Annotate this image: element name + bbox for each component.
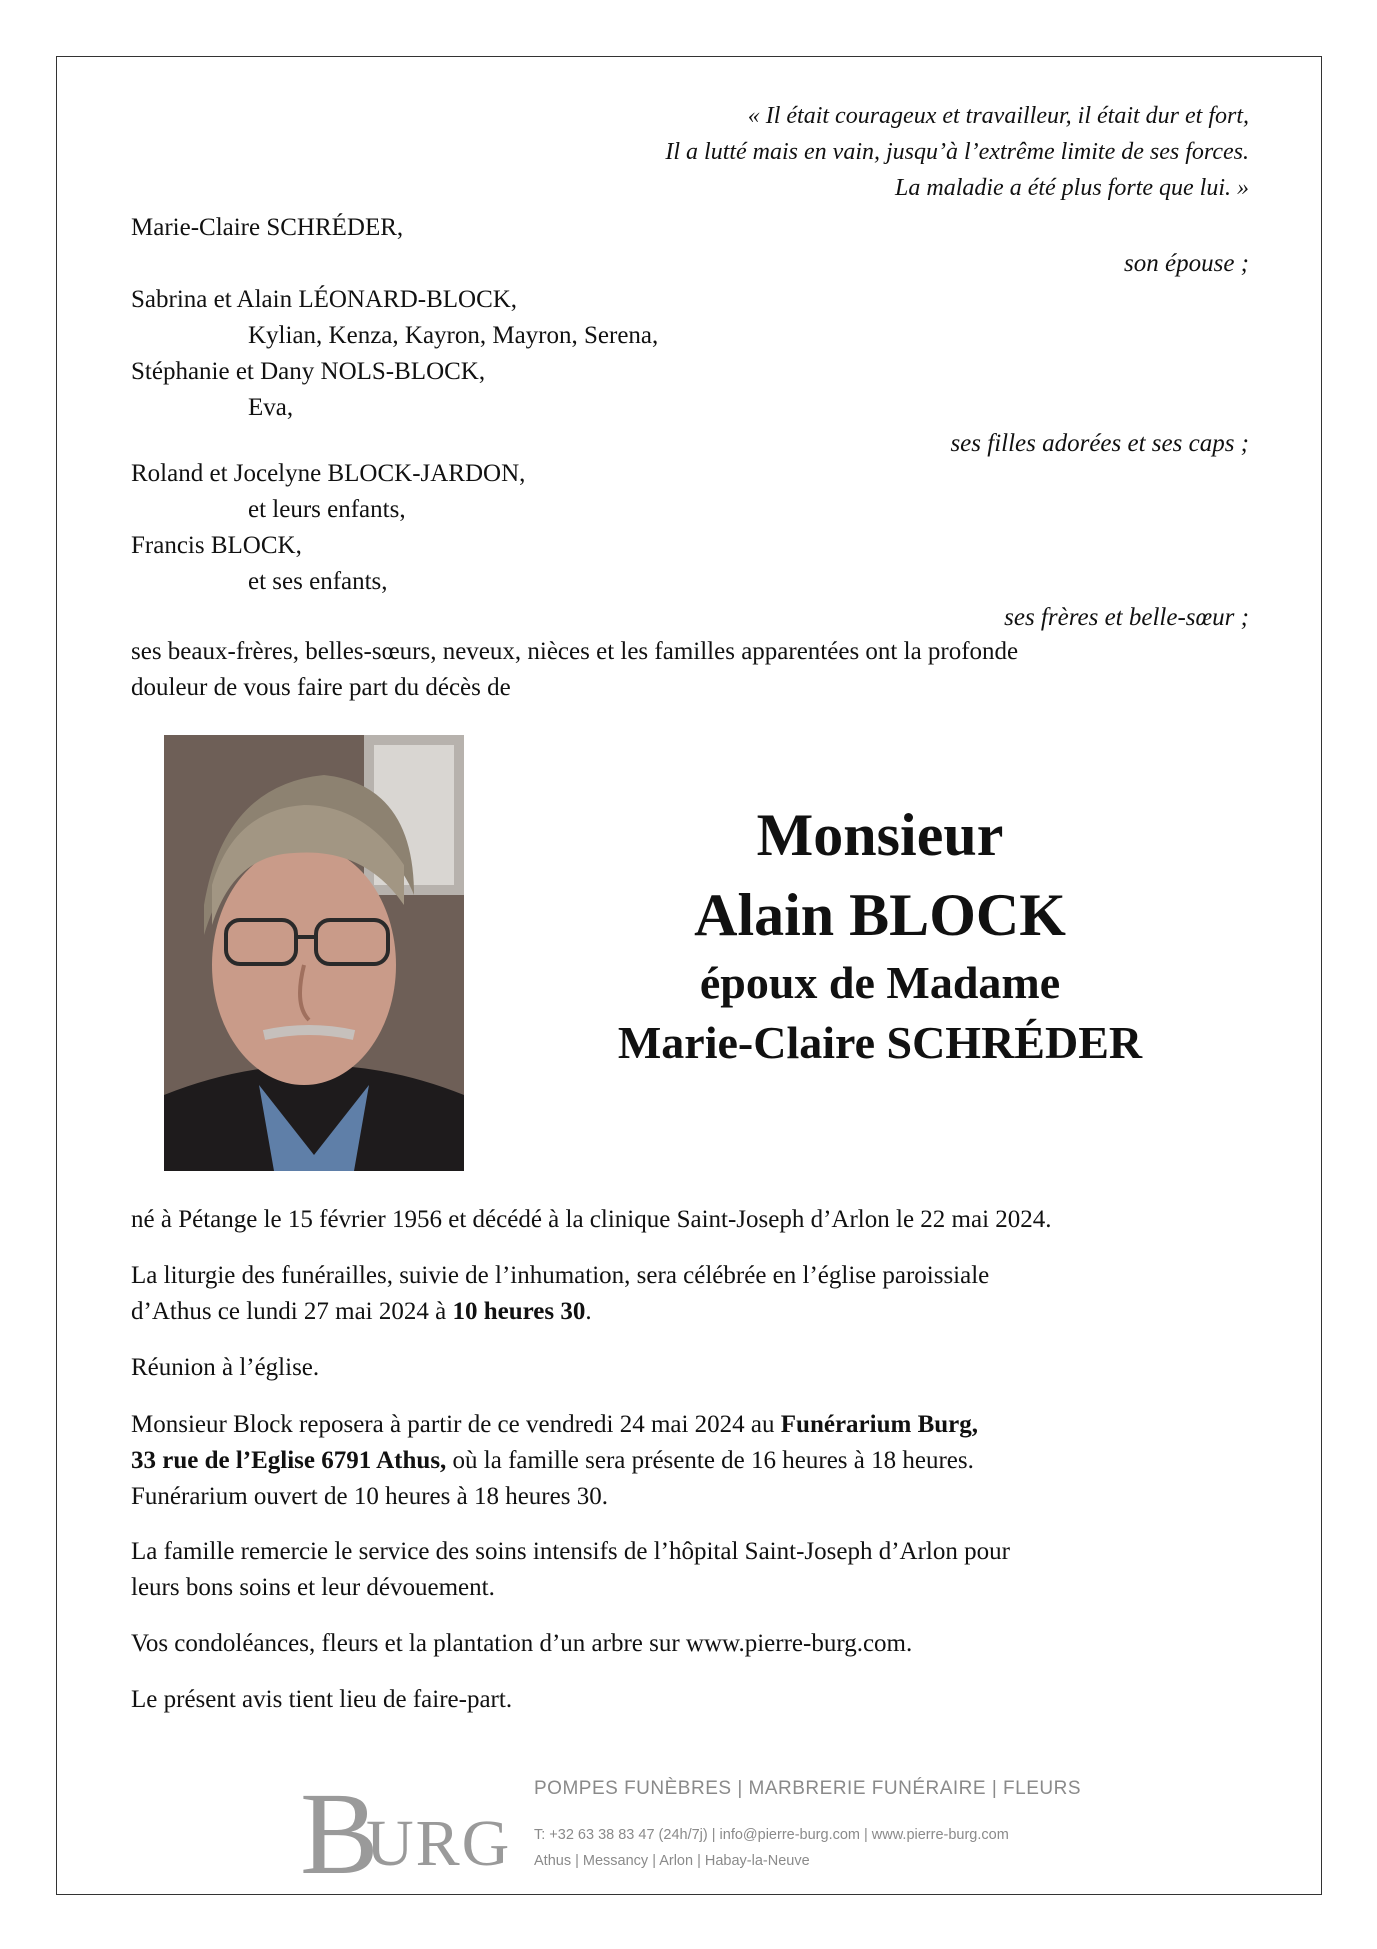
- condolences-note: Vos condoléances, fleurs et la plantation d’un arbre sur www.pierre-burg.com.: [131, 1630, 913, 1657]
- notice-note: Le présent avis tient lieu de faire-part.: [131, 1686, 513, 1713]
- meeting-note: Réunion à l’église.: [131, 1354, 320, 1381]
- footer-locations: Athus | Messancy | Arlon | Habay-la-Neuve: [534, 1853, 810, 1869]
- portrait-illustration: [164, 735, 464, 1171]
- announcement-line-2: douleur de vous faire part du décès de: [131, 674, 511, 701]
- quote-line-1: « Il était courageux et travailleur, il était dur et fort,: [747, 103, 1249, 129]
- liturgy-line-2: [131, 1294, 1251, 1330]
- thanks-paragraph: [131, 1534, 1251, 1606]
- quote-line-2: Il a lutté mais en vain, jusqu’à l’extrême limite de ses forces.: [665, 139, 1249, 165]
- daughter-2-children: Eva,: [248, 394, 294, 421]
- brother-1: Roland et Jocelyne BLOCK-JARDON,: [131, 460, 526, 487]
- spouse-role: son épouse ;: [1124, 250, 1249, 277]
- epigraph-quote: [665, 98, 1249, 206]
- footer-contact: T: +32 63 38 83 47 (24h/7j) | info@pierre-burg.com | www.pierre-burg.com: [534, 1827, 1009, 1843]
- deceased-name: Alain BLOCK: [694, 882, 1066, 948]
- deceased-spouse: Marie-Claire SCHRÉDER: [617, 1017, 1143, 1068]
- deceased-relation: époux de Madame: [699, 957, 1061, 1008]
- thanks-line-1: La famille remercie le service des soins intensifs de l’hôpital Saint-Joseph d’Arlon pour: [131, 1538, 1010, 1565]
- daughters-role: ses filles adorées et ses caps ;: [950, 430, 1249, 457]
- liturgy-line-1: La liturgie des funérailles, suivie de l’inhumation, sera célébrée en l’église paroissiale: [131, 1262, 990, 1289]
- quote-line-3: La maladie a été plus forte que lui. »: [895, 175, 1249, 201]
- spouse-name: Marie-Claire SCHRÉDER,: [131, 214, 404, 241]
- liturgy-paragraph: [131, 1258, 1251, 1330]
- footer-services: POMPES FUNÈBRES | MARBRERIE FUNÉRAIRE | FLEURS: [534, 1778, 1082, 1799]
- brother-2-children: et ses enfants,: [248, 568, 388, 595]
- rest-address: 33 rue de l’Eglise 6791 Athus,: [131, 1447, 447, 1474]
- rest-place: Funérarium Burg,: [780, 1411, 978, 1438]
- brother-2: Francis BLOCK,: [131, 532, 302, 559]
- rest-line-1: [131, 1407, 1251, 1443]
- brother-1-children: et leurs enfants,: [248, 496, 406, 523]
- liturgy-date: d’Athus ce lundi 27 mai 2024 à: [131, 1298, 453, 1325]
- liturgy-end: .: [585, 1298, 592, 1325]
- rest-intro: Monsieur Block reposera à partir de ce vendredi 24 mai 2024 au: [131, 1411, 781, 1438]
- daughter-1-children: Kylian, Kenza, Kayron, Mayron, Serena,: [248, 322, 659, 349]
- rest-hours: où la famille sera présente de 16 heures à 18 heures.: [446, 1447, 974, 1474]
- logo-letters-urg: URG: [366, 1807, 512, 1880]
- thanks-line-2: leurs bons soins et leur dévouement.: [131, 1574, 495, 1601]
- siblings-role: ses frères et belle-sœur ;: [1004, 604, 1249, 631]
- liturgy-time: 10 heures 30: [452, 1298, 586, 1325]
- daughter-1: Sabrina et Alain LÉONARD-BLOCK,: [131, 286, 518, 313]
- birth-death: né à Pétange le 15 février 1956 et décédé à la clinique Saint-Joseph d’Arlon le 22 mai 2024.: [131, 1206, 1052, 1233]
- rest-line-2: [131, 1443, 1251, 1479]
- rest-line-3: Funérarium ouvert de 10 heures à 18 heures 30.: [131, 1483, 608, 1510]
- rest-paragraph: [131, 1407, 1251, 1515]
- announcement-line-1: ses beaux-frères, belles-sœurs, neveux, nièces et les familles apparentées ont la profonde: [131, 638, 1019, 665]
- portrait-photo: [164, 735, 464, 1171]
- deceased-title: Monsieur: [756, 802, 1004, 868]
- logo-letter-b: B: [300, 1768, 379, 1899]
- daughter-2: Stéphanie et Dany NOLS-BLOCK,: [131, 358, 486, 385]
